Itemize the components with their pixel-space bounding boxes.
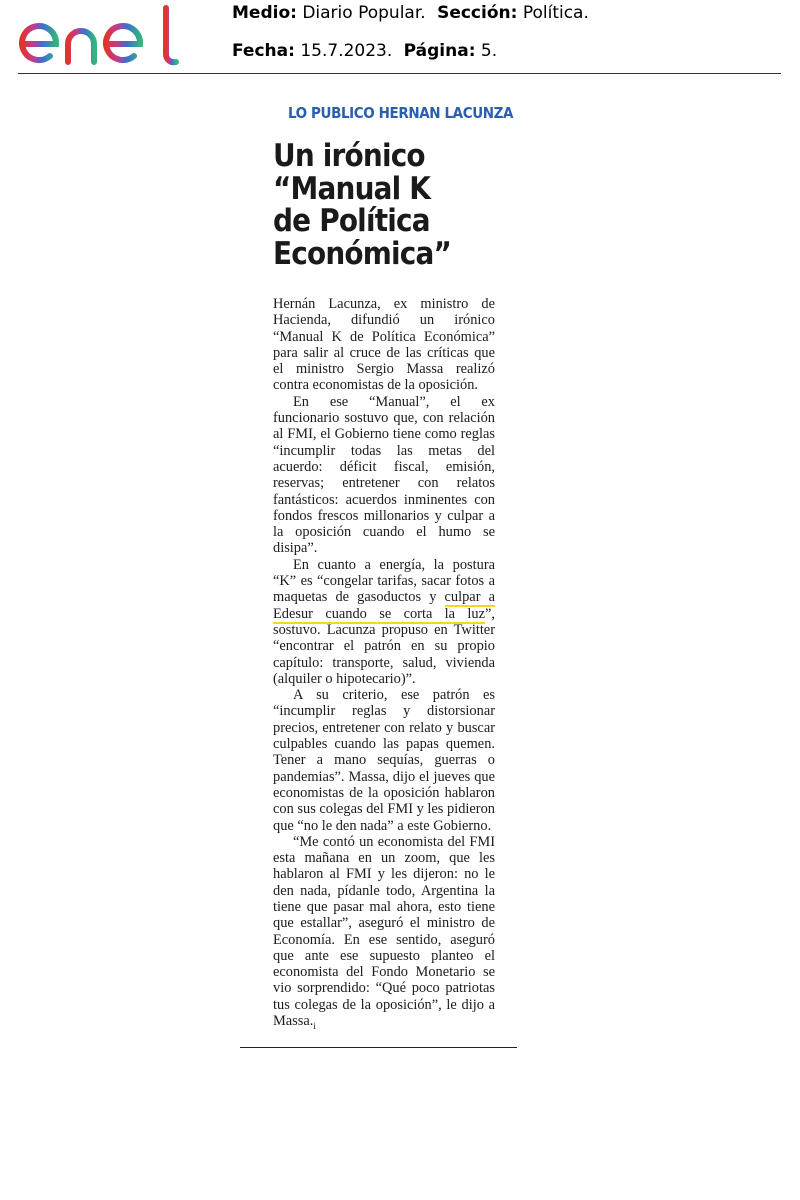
clipping-metadata <box>232 3 589 79</box>
paragraph: A su criterio, ese patrón es “incumplir reglas y distorsionar precios, entretener con relato y buscar culpables cuando las papas quemen. Tener a mano sequías, guerras o pandemias”. Massa, dijo el jueves que economistas de la oposición hablaron con sus colegas del FMI y les pidieron que “no le den nada” a este Gobierno. <box>273 687 495 834</box>
article-headline <box>273 140 533 270</box>
enel-logo <box>16 4 186 70</box>
fecha-label: Fecha: <box>232 41 295 61</box>
seccion-value: Política. <box>522 3 589 23</box>
medio-value: Diario Popular. <box>302 3 426 23</box>
seccion-label: Sección: <box>437 3 518 23</box>
paragraph-text: ”, sostuvo. Lacunza propuso en Twitter “encontrar el patrón en su propio capítulo: transporte, salud, vivienda (alquiler o hipotecario)”. <box>273 605 495 687</box>
paragraph: En ese “Manual”, el ex funcionario sostuvo que, con relación al FMI, el Gobierno tiene como reglas “incumplir todas las metas del acuerdo: déficit fiscal, emisión, reservas; entretener con relatos fantásticos: acuerdos inminentes con fondos frescos millonarios y culpar a la oposición cuando el humo se disipa”. <box>273 393 495 557</box>
paragraph-text: En cuanto a energía, la postura “K” es “congelar tarifas, sacar fotos a maquetas de gasoductos y <box>273 556 495 606</box>
fecha-value: 15.7.2023. <box>300 41 393 61</box>
headline-line: Un irónico <box>273 138 425 174</box>
paragraph: Hernán Lacunza, ex ministro de Hacienda, difundió un irónico “Manual K de Política Económica” para salir al cruce de las críticas que el ministro Sergio Massa realizó contra economistas de la oposición. <box>273 296 495 394</box>
pagina-value: 5. <box>480 41 498 61</box>
headline-line: “Manual K <box>273 170 431 207</box>
article-kicker: LO PUBLICO HERNAN LACUNZA <box>288 104 514 122</box>
pagina-label: Página: <box>403 41 476 61</box>
paragraph-last <box>273 834 495 1034</box>
headline-line: de Política <box>273 203 430 239</box>
medio-seccion-row <box>232 3 589 41</box>
medio-label: Medio: <box>232 3 297 23</box>
end-mark: i <box>313 1020 316 1031</box>
paragraph-energy <box>273 557 495 687</box>
article-body <box>273 296 495 1034</box>
footer-divider <box>240 1047 517 1048</box>
header-divider <box>18 73 781 74</box>
highlighted-quote: culpar a Edesur cuando se corta la luz <box>273 589 495 622</box>
paragraph-text: “Me contó un economista del FMI esta mañana en un zoom, que les hablaron al FMI y les dijeron: no le den nada, pídanle todo, Argentina la tiene que pasar mal ahora, esto tiene que estallar”, aseguró el ministro de Economía. En ese sentido, aseguró que ante ese supuesto planteo el economista del Fondo Monetario se vio sorprendido: “Qué poco patriotas tus colegas de la oposición”, le dijo a Massa. <box>273 833 495 1030</box>
headline-line: Económica” <box>273 235 452 272</box>
